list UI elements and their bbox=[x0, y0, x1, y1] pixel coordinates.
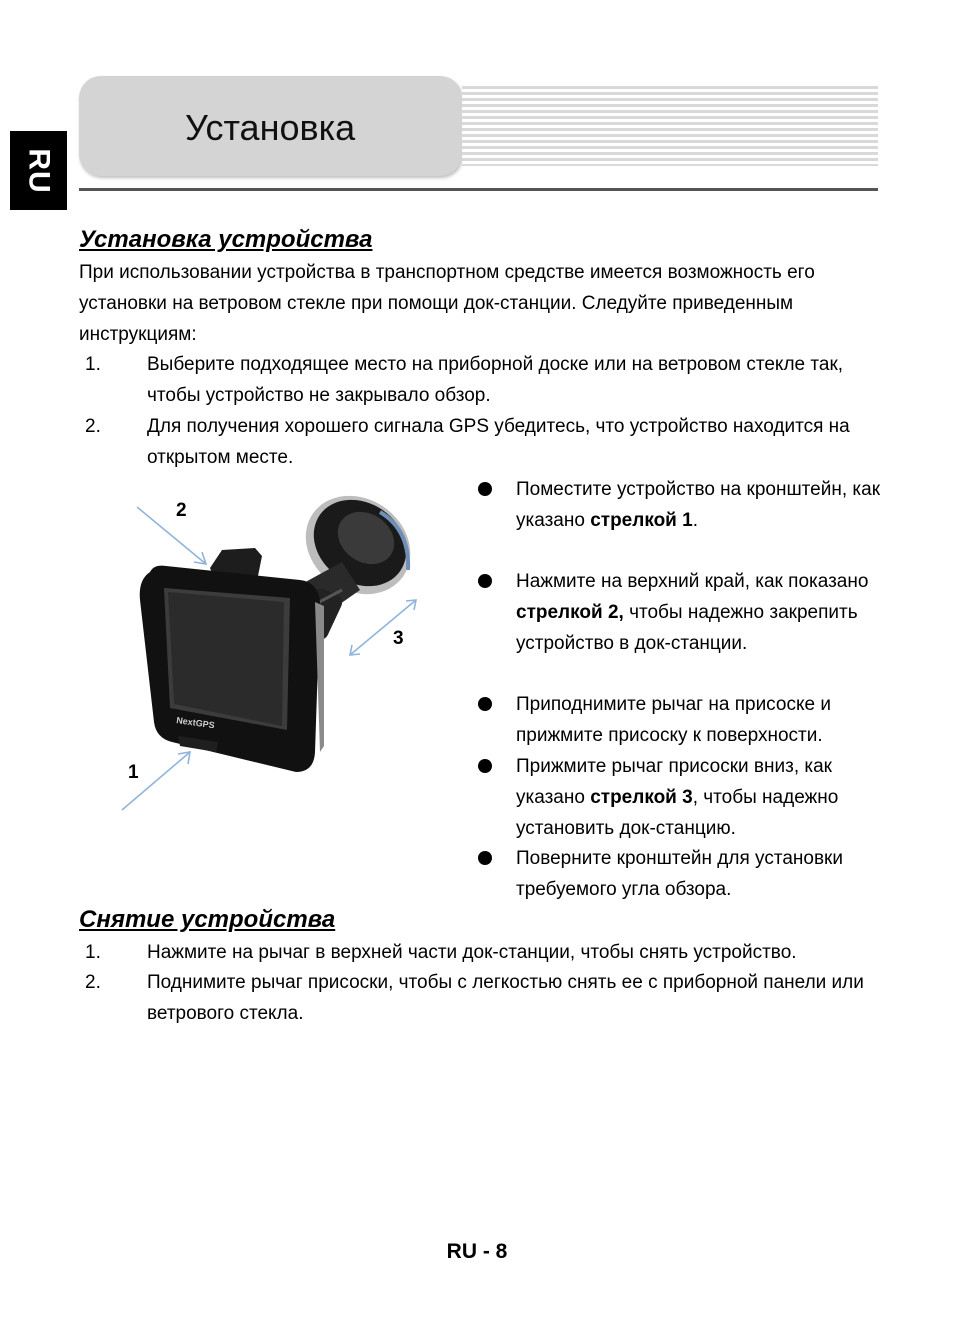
language-tab-label: RU bbox=[22, 147, 56, 194]
remove-step-number: 1. bbox=[85, 942, 101, 963]
install-step-number: 1. bbox=[85, 354, 101, 375]
remove-step-number: 2. bbox=[85, 972, 101, 993]
bullet-dot bbox=[478, 697, 492, 711]
remove-step-text: Нажмите на рычаг в верхней части док-станции, чтобы снять устройство. bbox=[147, 942, 797, 963]
arrow-label-2: 2 bbox=[176, 500, 187, 521]
bullet-dot bbox=[478, 851, 492, 865]
install-section-heading: Установка устройства bbox=[79, 226, 373, 253]
device-body bbox=[140, 566, 324, 772]
arrow-label-1: 1 bbox=[128, 762, 139, 783]
install-step-number: 2. bbox=[85, 416, 101, 437]
install-step-text: Для получения хорошего сигнала GPS убедитесь, что устройство находится на открытом месте. bbox=[147, 416, 850, 468]
remove-step-text: Поднимите рычаг присоски, чтобы с легкостью снять ее с приборной панели или ветрового стекла. bbox=[147, 972, 864, 1024]
bullet-dot bbox=[478, 482, 492, 496]
bullet-text: Прижмите рычаг присоски вниз, как указано стрелкой 3, чтобы надежно установить док-станцию. bbox=[516, 756, 839, 839]
header-stripes-decoration bbox=[462, 86, 878, 166]
language-tab bbox=[10, 131, 67, 210]
arrow-2 bbox=[137, 507, 206, 564]
device-brand-text: NextGPS bbox=[175, 715, 216, 731]
bullet-dot bbox=[478, 574, 492, 588]
bullet-text: Приподнимите рычаг на присоске и прижмите присоску к поверхности. bbox=[516, 694, 831, 746]
remove-section-heading: Снятие устройства bbox=[79, 906, 336, 933]
page-number: RU - 8 bbox=[446, 1240, 508, 1263]
arrow-label-3: 3 bbox=[393, 628, 404, 649]
arrow-3 bbox=[350, 600, 416, 655]
device-mount-illustration bbox=[110, 490, 430, 820]
bullet-text: Поверните кронштейн для установки требуемого угла обзора. bbox=[516, 848, 843, 900]
page-title: Установка bbox=[185, 107, 356, 148]
header-divider bbox=[79, 188, 878, 191]
bullet-text: Нажмите на верхний край, как показано стрелкой 2, чтобы надежно закрепить устройство в док-станции. bbox=[516, 571, 869, 654]
install-step-text: Выберите подходящее место на приборной доске или на ветровом стекле так, чтобы устройство не закрывало обзор. bbox=[147, 354, 844, 406]
bullet-text: Поместите устройство на кронштейн, как указано стрелкой 1. bbox=[516, 479, 881, 531]
install-intro: При использовании устройства в транспортном средстве имеется возможность его установки на ветровом стекле при помощи док-станции. Следуйте приведенным инструкциям: bbox=[79, 262, 815, 345]
bullet-dot bbox=[478, 759, 492, 773]
